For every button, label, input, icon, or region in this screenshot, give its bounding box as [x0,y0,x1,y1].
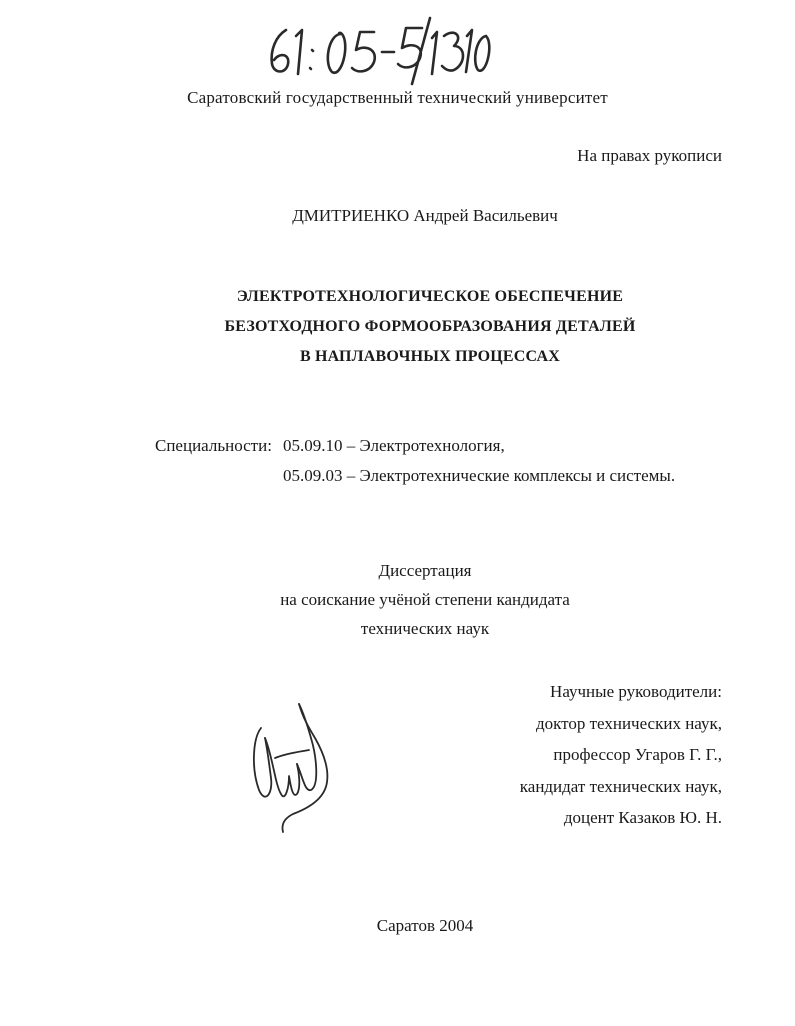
author-name: ДМИТРИЕНКО Андрей Васильевич [292,206,558,225]
advisor-line: профессор Угаров Г. Г., [553,745,722,764]
specialties-label: Специальности: [155,436,272,455]
city-and-year: Саратов 2004 [376,916,474,935]
dissertation-title [0,282,795,372]
specialty-item: 05.09.03 – Электротехнические комплексы и системы. [283,466,676,485]
degree-field: технических наук [360,619,490,638]
signature-strokes [245,698,345,838]
advisor-line: кандидат технических наук, [519,776,722,796]
author-signature [245,698,345,838]
dissertation-degree-block [0,556,795,643]
specialty-item: 05.09.10 – Электротехнология, [283,436,505,455]
advisors-heading: Научные руководители: [550,682,722,701]
manuscript-rights-note: На правах рукописи [577,146,722,165]
title-line: В НАПЛАВОЧНЫХ ПРОЦЕССАХ [299,348,561,365]
degree-line: на соискание учёной степени кандидата [280,590,570,609]
archive-code-strokes [262,14,492,86]
dissertation-label: Диссертация [378,561,472,580]
advisor-line: доктор технических наук, [535,713,722,733]
archive-code-handwritten [262,14,492,86]
university-name: Саратовский государственный технический университет [187,88,608,107]
advisor-line: доцент Казаков Ю. Н. [563,808,722,827]
scientific-advisors [520,676,722,834]
title-line: БЕЗОТХОДНОГО ФОРМООБРАЗОВАНИЯ ДЕТАЛЕЙ [224,318,636,335]
title-line: ЭЛЕКТРОТЕХНОЛОГИЧЕСКОЕ ОБЕСПЕЧЕНИЕ [236,288,624,305]
